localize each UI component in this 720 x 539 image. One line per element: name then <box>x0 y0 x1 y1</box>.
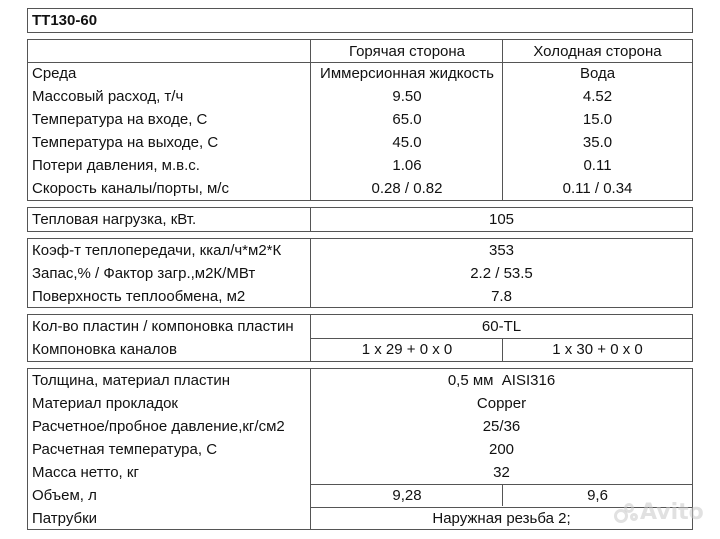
row-value: 2.2 / 53.5 <box>470 265 533 282</box>
table-row <box>28 369 692 392</box>
row-value: 7.8 <box>491 288 512 305</box>
hot-value: 1 x 29 + 0 x 0 <box>361 341 453 358</box>
model-title: TT130-60 <box>32 12 98 29</box>
flow-parameters-table <box>27 39 693 201</box>
cold-value: 35.0 <box>582 134 613 151</box>
heat-load-label: Тепловая нагрузка, кВт. <box>32 211 197 228</box>
table-row <box>28 62 692 85</box>
hot-value: 0.28 / 0.82 <box>371 180 443 197</box>
table-row <box>28 484 692 507</box>
row-label: Коэф-т теплопередачи, ккал/ч*м2*К <box>32 242 282 259</box>
row-label: Расчетное/пробное давление,кг/см2 <box>32 418 285 435</box>
avito-watermark <box>614 500 704 525</box>
cold-value: 0.11 <box>583 157 612 174</box>
table-row <box>28 507 692 530</box>
header-hot-side: Горячая сторона <box>348 43 466 60</box>
row-label: Объем, л <box>32 487 97 504</box>
row-label: Расчетная температура, С <box>32 441 218 458</box>
table-row <box>28 285 692 308</box>
header-cold-side: Холодная сторона <box>533 43 662 60</box>
hot-value: 9.50 <box>392 88 422 105</box>
row-value: 60-TL <box>481 318 522 335</box>
hot-value: 45.0 <box>392 134 422 151</box>
table-row <box>28 154 692 177</box>
heat-load-value: 105 <box>488 211 515 228</box>
row-value: 0,5 мм AISI316 <box>447 372 556 389</box>
row-label: Компоновка каналов <box>32 341 177 358</box>
row-value: Наружная резьба 2; <box>432 510 571 527</box>
hot-value: 65.0 <box>392 111 422 128</box>
row-value: 25/36 <box>482 418 521 435</box>
table-row <box>28 131 692 154</box>
table-row <box>28 415 692 438</box>
table-row <box>28 338 692 361</box>
table-row <box>28 392 692 415</box>
avito-logo-icon <box>614 501 640 525</box>
hot-value: 1.06 <box>392 157 422 174</box>
watermark-text: Avito <box>640 500 704 525</box>
table-row <box>28 85 692 108</box>
table-header-row <box>28 40 692 63</box>
row-label: Патрубки <box>32 510 98 527</box>
row-label: Температура на выходе, С <box>32 134 219 151</box>
plates-box <box>27 314 693 362</box>
coefficients-box <box>27 238 693 308</box>
row-label: Запас,% / Фактор загр.,м2К/МВт <box>32 265 256 282</box>
row-label: Материал прокладок <box>32 395 178 412</box>
table-row <box>28 315 692 338</box>
hot-value: Иммерсионная жидкость <box>320 65 494 82</box>
cold-value: 0.11 / 0.34 <box>562 180 633 197</box>
row-label: Массовый расход, т/ч <box>32 88 184 105</box>
row-label: Масса нетто, кг <box>32 464 139 481</box>
table-row <box>28 262 692 285</box>
table-row <box>28 461 692 484</box>
heat-load-box <box>27 207 693 232</box>
cold-value: 9,6 <box>587 487 608 504</box>
row-value: 353 <box>488 242 515 259</box>
hot-value: 9,28 <box>392 487 422 504</box>
row-value: Copper <box>476 395 527 412</box>
header-label <box>32 40 312 63</box>
materials-box <box>27 368 693 530</box>
table-row <box>28 108 692 131</box>
table-row <box>28 438 692 461</box>
row-label: Поверхность теплообмена, м2 <box>32 288 246 305</box>
table-row <box>28 239 692 262</box>
row-value: 200 <box>488 441 515 458</box>
heat-load-row <box>28 208 692 231</box>
row-label: Среда <box>32 65 77 82</box>
row-label: Толщина, материал пластин <box>32 372 231 389</box>
cold-value: 15.0 <box>582 111 613 128</box>
row-label: Температура на входе, С <box>32 111 208 128</box>
cold-value: 1 x 30 + 0 x 0 <box>552 341 643 358</box>
model-title-box <box>27 8 693 33</box>
table-row <box>28 177 692 200</box>
row-label: Скорость каналы/порты, м/с <box>32 180 229 197</box>
cold-value: 4.52 <box>582 88 613 105</box>
row-label: Кол-во пластин / компоновка пластин <box>32 318 294 335</box>
cold-value: Вода <box>579 65 616 82</box>
row-value: 32 <box>493 464 510 481</box>
row-label: Потери давления, м.в.с. <box>32 157 200 174</box>
